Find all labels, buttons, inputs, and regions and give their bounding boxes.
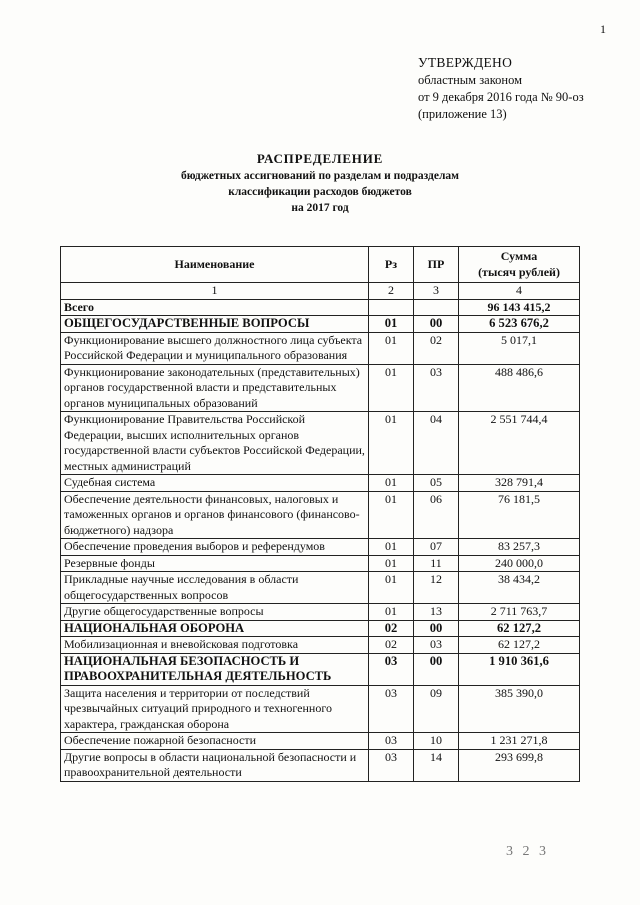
row-pr: 03 bbox=[414, 637, 459, 654]
row-rz: 03 bbox=[369, 685, 414, 733]
table-row bbox=[61, 364, 580, 412]
header-name: Наименование bbox=[61, 247, 369, 283]
table-row bbox=[61, 475, 580, 492]
approval-line-3: от 9 декабря 2016 года № 90-оз bbox=[418, 90, 584, 104]
row-rz: 02 bbox=[369, 620, 414, 637]
page-number: 1 bbox=[600, 22, 606, 36]
column-number: 2 bbox=[369, 283, 414, 300]
header-sum-line-2: (тысяч рублей) bbox=[478, 264, 560, 279]
row-name: Резервные фонды bbox=[61, 555, 369, 572]
row-sum: 62 127,2 bbox=[459, 620, 580, 637]
row-pr: 02 bbox=[414, 332, 459, 364]
row-rz: 01 bbox=[369, 332, 414, 364]
table-row bbox=[61, 685, 580, 733]
row-sum: 1 910 361,6 bbox=[459, 653, 580, 685]
budget-allocation-table bbox=[60, 246, 580, 782]
row-sum: 76 181,5 bbox=[459, 491, 580, 539]
approval-block bbox=[418, 54, 633, 123]
row-pr: 04 bbox=[414, 412, 459, 475]
row-rz: 01 bbox=[369, 539, 414, 556]
total-row bbox=[61, 299, 580, 316]
page-stamp: 3 2 3 bbox=[506, 844, 549, 859]
row-sum: 2 551 744,4 bbox=[459, 412, 580, 475]
row-pr: 00 bbox=[414, 653, 459, 685]
document-title bbox=[0, 150, 640, 216]
title-line-3: классификации расходов бюджетов bbox=[228, 186, 412, 198]
row-sum: 38 434,2 bbox=[459, 572, 580, 604]
row-pr: 11 bbox=[414, 555, 459, 572]
table-row bbox=[61, 733, 580, 750]
row-sum: 5 017,1 bbox=[459, 332, 580, 364]
row-sum: 488 486,6 bbox=[459, 364, 580, 412]
row-pr: 05 bbox=[414, 475, 459, 492]
row-rz: 03 bbox=[369, 653, 414, 685]
row-sum: 240 000,0 bbox=[459, 555, 580, 572]
row-name: Защита населения и территории от последствий чрезвычайных ситуаций природного и техногенного характера, гражданская оборона bbox=[61, 685, 369, 733]
row-name: Обеспечение деятельности финансовых, налоговых и таможенных органов и органов финансового (финансово-бюджетного) надзора bbox=[61, 491, 369, 539]
title-line-1: РАСПРЕДЕЛЕНИЕ bbox=[256, 151, 384, 166]
total-pr bbox=[414, 299, 459, 316]
row-name: Обеспечение пожарной безопасности bbox=[61, 733, 369, 750]
row-rz: 01 bbox=[369, 316, 414, 333]
row-name: Другие общегосударственные вопросы bbox=[61, 604, 369, 621]
row-pr: 03 bbox=[414, 364, 459, 412]
row-pr: 06 bbox=[414, 491, 459, 539]
column-number: 1 bbox=[61, 283, 369, 300]
row-pr: 07 bbox=[414, 539, 459, 556]
row-pr: 13 bbox=[414, 604, 459, 621]
row-name: Функционирование Правительства Российской Федерации, высших исполнительных органов государственной власти субъектов Российской Федерации, местных администраций bbox=[61, 412, 369, 475]
row-rz: 01 bbox=[369, 364, 414, 412]
title-line-4: на 2017 год bbox=[291, 202, 349, 214]
table-row bbox=[61, 572, 580, 604]
row-rz: 01 bbox=[369, 555, 414, 572]
row-rz: 03 bbox=[369, 749, 414, 781]
row-pr: 10 bbox=[414, 733, 459, 750]
row-name: Прикладные научные исследования в области общегосударственных вопросов bbox=[61, 572, 369, 604]
row-rz: 03 bbox=[369, 733, 414, 750]
row-rz: 01 bbox=[369, 604, 414, 621]
header-sum bbox=[459, 247, 580, 283]
column-number: 4 bbox=[459, 283, 580, 300]
table-body bbox=[61, 299, 580, 781]
section-row bbox=[61, 620, 580, 637]
table-row bbox=[61, 555, 580, 572]
table-row bbox=[61, 491, 580, 539]
table-row bbox=[61, 604, 580, 621]
table-row bbox=[61, 637, 580, 654]
row-rz: 01 bbox=[369, 475, 414, 492]
row-sum: 1 231 271,8 bbox=[459, 733, 580, 750]
header-rz: Рз bbox=[369, 247, 414, 283]
row-sum: 293 699,8 bbox=[459, 749, 580, 781]
column-number: 3 bbox=[414, 283, 459, 300]
row-pr: 00 bbox=[414, 620, 459, 637]
row-rz: 02 bbox=[369, 637, 414, 654]
row-name: НАЦИОНАЛЬНАЯ ОБОРОНА bbox=[61, 620, 369, 637]
table-row bbox=[61, 539, 580, 556]
column-number-row bbox=[61, 283, 580, 300]
title-line-2: бюджетных ассигнований по разделам и подразделам bbox=[181, 170, 459, 182]
row-name: Функционирование высшего должностного лица субъекта Российской Федерации и муниципального образования bbox=[61, 332, 369, 364]
header-sum-line-1: Сумма bbox=[500, 249, 538, 263]
row-sum: 385 390,0 bbox=[459, 685, 580, 733]
row-name: Мобилизационная и вневойсковая подготовка bbox=[61, 637, 369, 654]
row-name: Обеспечение проведения выборов и референдумов bbox=[61, 539, 369, 556]
row-rz: 01 bbox=[369, 491, 414, 539]
total-rz bbox=[369, 299, 414, 316]
row-rz: 01 bbox=[369, 572, 414, 604]
row-sum: 83 257,3 bbox=[459, 539, 580, 556]
table-row bbox=[61, 332, 580, 364]
row-pr: 00 bbox=[414, 316, 459, 333]
header-row bbox=[61, 247, 580, 283]
row-sum: 2 711 763,7 bbox=[459, 604, 580, 621]
row-name: Другие вопросы в области национальной безопасности и правоохранительной деятельности bbox=[61, 749, 369, 781]
total-label: Всего bbox=[61, 299, 369, 316]
row-pr: 12 bbox=[414, 572, 459, 604]
approval-line-4: (приложение 13) bbox=[418, 107, 507, 121]
row-name: НАЦИОНАЛЬНАЯ БЕЗОПАСНОСТЬ И ПРАВООХРАНИТЕЛЬНАЯ ДЕЯТЕЛЬНОСТЬ bbox=[61, 653, 369, 685]
table-row bbox=[61, 749, 580, 781]
section-row bbox=[61, 316, 580, 333]
row-pr: 09 bbox=[414, 685, 459, 733]
row-sum: 62 127,2 bbox=[459, 637, 580, 654]
header-pr: ПР bbox=[414, 247, 459, 283]
section-row bbox=[61, 653, 580, 685]
row-name: Судебная система bbox=[61, 475, 369, 492]
row-name: ОБЩЕГОСУДАРСТВЕННЫЕ ВОПРОСЫ bbox=[61, 316, 369, 333]
table-row bbox=[61, 412, 580, 475]
row-rz: 01 bbox=[369, 412, 414, 475]
row-pr: 14 bbox=[414, 749, 459, 781]
total-sum: 96 143 415,2 bbox=[459, 299, 580, 316]
approval-line-1: УТВЕРЖДЕНО bbox=[418, 55, 513, 70]
row-sum: 6 523 676,2 bbox=[459, 316, 580, 333]
row-sum: 328 791,4 bbox=[459, 475, 580, 492]
approval-line-2: областным законом bbox=[418, 73, 523, 87]
row-name: Функционирование законодательных (представительных) органов государственной власти и представительных органов муниципальных образований bbox=[61, 364, 369, 412]
